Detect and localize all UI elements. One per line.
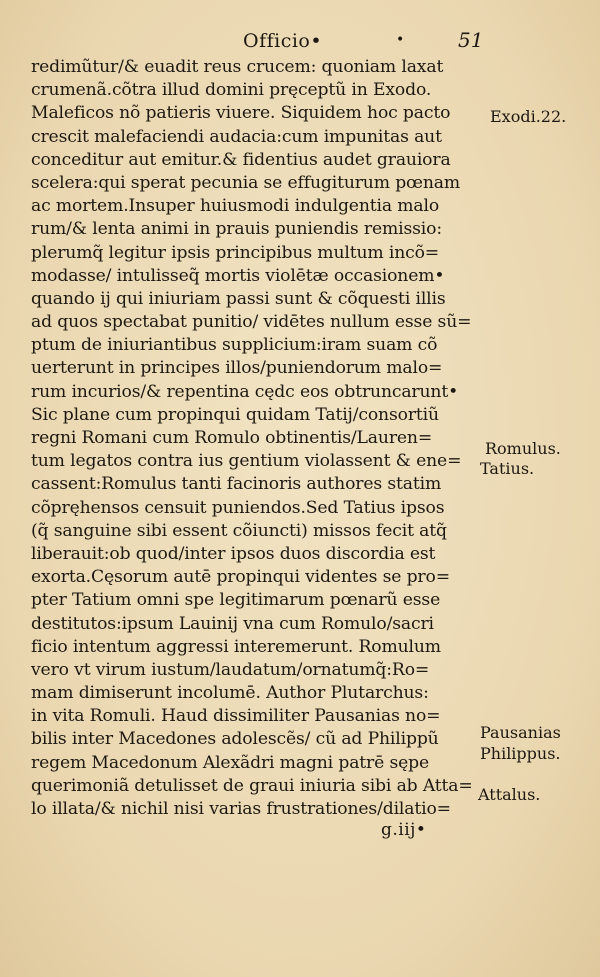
text-line: exorta.Cęsorum autē propinqui videntes se pro= [31, 567, 450, 588]
text-line: Sic plane cum propinqui quidam Tatij/consortiũ [31, 404, 439, 425]
text-line: plerumq̃ legitur ipsis principibus multum incõ= [31, 242, 440, 263]
margin-note-romulus: Romulus. [485, 439, 561, 458]
text-line: conceditur aut emitur.& fidentius audet grauiora [31, 149, 451, 170]
text-line: pter Tatium omni spe legitimarum pœnarũ esse [31, 590, 441, 611]
margin-note-pausanias: Pausanias [480, 723, 561, 742]
text-line: tum legatos contra ius gentium violassent & ene= [31, 451, 462, 472]
running-title: Officio• [243, 30, 323, 52]
margin-note-philippus: Philippus. [480, 744, 561, 763]
text-block [31, 56, 483, 821]
text-line: ad quos spectabat punitio/ vidētes nullum esse sũ= [31, 312, 472, 333]
text-line: liberauit:ob quod/inter ipsos duos discordia est [31, 543, 436, 564]
text-line: modasse/ intulisseq̃ mortis violētæ occasionem• [31, 265, 445, 286]
text-line: rum/& lenta animi in prauis puniendis remissio: [31, 219, 442, 240]
text-line: uerterunt in principes illos/puniendorum malo= [31, 358, 443, 379]
text-line: redimũtur/& euadit reus crucem: quoniam laxat [31, 57, 444, 77]
signature-mark: g.iij• [381, 820, 427, 840]
text-line: in vita Romuli. Haud dissimiliter Pausanias no= [31, 706, 441, 727]
text-line: ptum de iniuriantibus supplicium:iram suam cõ [31, 335, 438, 356]
margin-note-exodi: Exodi.22. [490, 107, 567, 126]
text-line: vero vt virum iustum/laudatum/ornatumq̃:Ro= [31, 659, 430, 680]
text-line: (q̃ sanguine sibi essent cõiuncti) missos fecit atq̃ [31, 520, 447, 541]
text-line: lo illata/& nichil nisi varias frustrationes/dilatio= [31, 799, 451, 819]
text-line: cassent:Romulus tanti facinoris authores statim [31, 474, 442, 495]
margin-note-attalus: Attalus. [478, 785, 541, 804]
text-line: regem Macedonum Alexãdri magni patrē sępe [31, 752, 430, 773]
margin-note-tatius: Tatius. [480, 459, 535, 478]
text-line: mam dimiserunt incolumē. Author Plutarchus: [31, 683, 429, 704]
text-line: crumenã.cõtra illud domini pręceptũ in Exodo. [31, 80, 432, 101]
text-line: scelera:qui sperat pecunia se effugiturum pœnam [31, 172, 461, 193]
text-line: ac mortem.Insuper huiusmodi indulgentia malo [31, 196, 440, 217]
text-line: regni Romani cum Romulo obtinentis/Lauren= [31, 428, 433, 448]
folio-number: 51 [458, 28, 484, 52]
text-line: querimoniã detulisset de graui iniuria sibi ab Atta= [31, 775, 473, 796]
text-line: cõpręhensos censuit puniendos.Sed Tatius ipsos [31, 497, 445, 518]
header-mark: • [396, 32, 405, 48]
text-line: Maleficos nõ patieris viuere. Siquidem hoc pacto [31, 103, 451, 124]
text-line: crescit malefaciendi audacia:cum impunitas aut [31, 126, 442, 147]
text-line: ficio intentum aggressi interemerunt. Romulum [31, 636, 441, 657]
text-line: destitutos:ipsum Lauinij vna cum Romulo/sacri [31, 613, 434, 634]
text-line: rum incurios/& repentina cędc eos obtruncarunt• [31, 381, 459, 402]
text-line: quando ij qui iniuriam passi sunt & cõquesti illis [31, 288, 446, 309]
text-line: bilis inter Macedones adolescẽs/ cũ ad Philippũ [31, 729, 439, 750]
